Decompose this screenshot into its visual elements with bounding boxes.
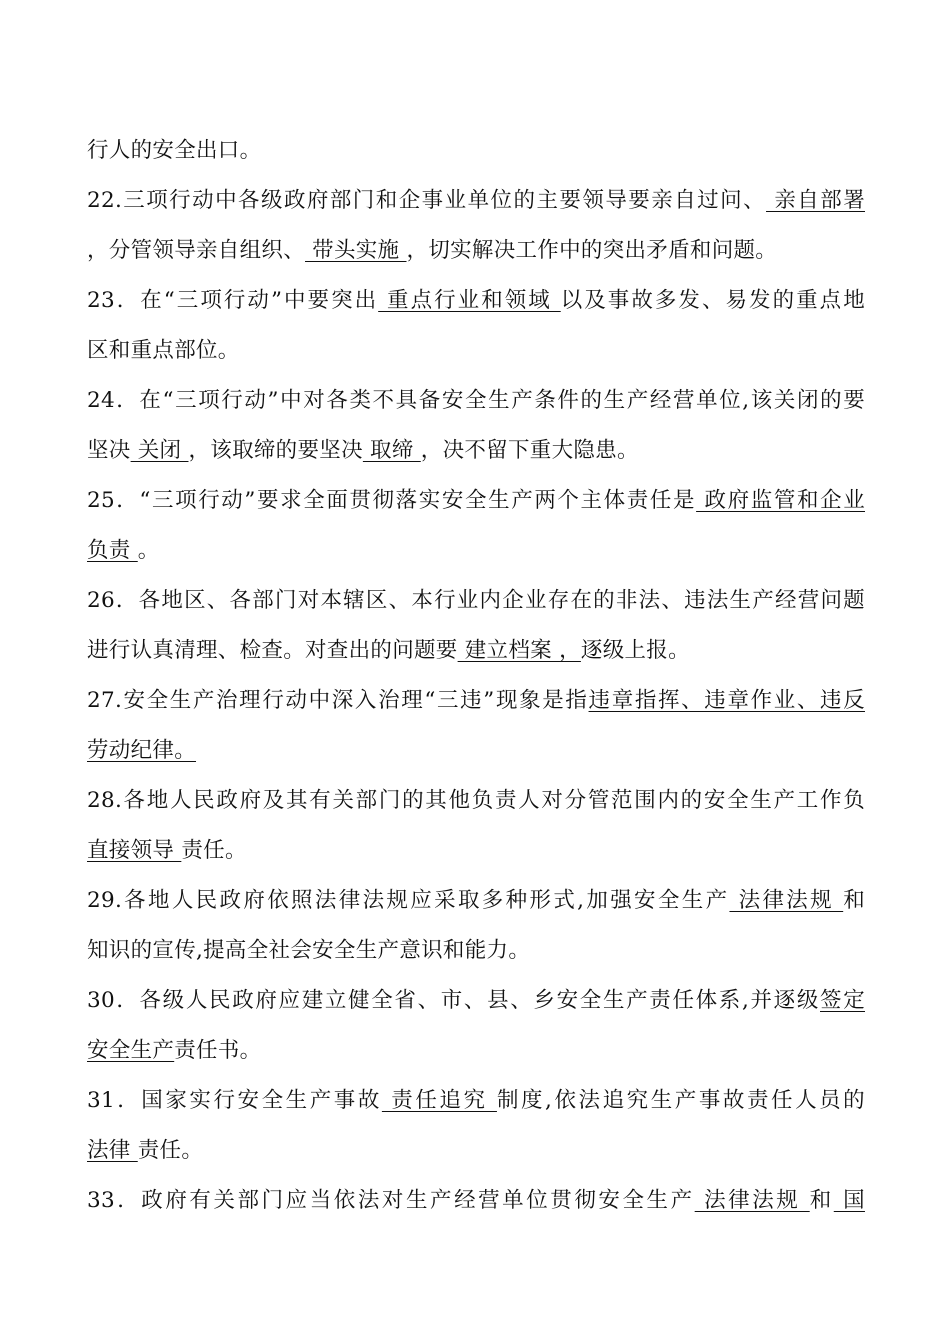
text-line bbox=[87, 886, 865, 916]
text-line bbox=[87, 786, 865, 816]
text-line bbox=[87, 1186, 865, 1216]
answer-blank: 取缔 bbox=[362, 438, 421, 463]
text-segment: 22.三项行动中各级政府部门和企事业单位的主要领导要亲自过问、 bbox=[87, 188, 767, 213]
text-segment: 25．“三项行动”要求全面贯彻落实安全生产两个主体责任是 bbox=[87, 488, 697, 513]
text-segment: 和 bbox=[809, 1188, 834, 1213]
text-line bbox=[87, 336, 865, 366]
text-line bbox=[87, 686, 865, 716]
text-segment: 责任。 bbox=[137, 1138, 204, 1163]
text-segment: 责任。 bbox=[181, 838, 247, 863]
text-line bbox=[87, 286, 865, 316]
answer-blank: 建立档案 ， bbox=[457, 638, 581, 663]
answer-blank: 责任追究 bbox=[381, 1088, 497, 1113]
text-segment: 24．在“三项行动”中对各类不具备安全生产条件的生产经营单位,该关闭的要 bbox=[87, 388, 865, 413]
text-line bbox=[87, 736, 865, 766]
answer-blank: 亲自部署 bbox=[766, 188, 865, 213]
answer-blank: 法律法规 bbox=[694, 1188, 810, 1213]
answer-blank: 劳动纪律。 bbox=[87, 738, 197, 763]
text-line bbox=[87, 236, 865, 266]
text-line bbox=[87, 936, 865, 966]
text-segment: 和 bbox=[843, 888, 865, 913]
answer-blank: 法律 bbox=[87, 1138, 138, 1163]
text-line bbox=[87, 586, 865, 616]
text-line bbox=[87, 986, 865, 1016]
answer-blank: 违章指挥、违章作业、违反 bbox=[588, 688, 865, 713]
text-line bbox=[87, 536, 865, 566]
text-line bbox=[87, 436, 865, 466]
text-line bbox=[87, 486, 865, 516]
text-line bbox=[87, 1036, 865, 1066]
text-segment: ，切实解决工作中的突出矛盾和问题。 bbox=[406, 238, 778, 263]
answer-blank: 负责 bbox=[87, 538, 138, 563]
text-segment: ，该取缔的要坚决 bbox=[188, 438, 363, 463]
text-segment: 知识的宣传,提高全社会安全生产意识和能力。 bbox=[87, 938, 531, 963]
text-segment: 27.安全生产治理行动中深入治理“三违”现象是指 bbox=[87, 688, 589, 713]
answer-blank: 重点行业和领域 bbox=[378, 288, 561, 313]
text-segment: 23．在“三项行动”中要突出 bbox=[87, 288, 379, 313]
answer-blank: 签定 bbox=[820, 988, 865, 1013]
text-segment: 逐级上报。 bbox=[580, 638, 690, 663]
text-segment: 责任书。 bbox=[174, 1038, 262, 1063]
text-segment: 28.各地人民政府及其有关部门的其他负责人对分管范围内的安全生产工作负 bbox=[87, 788, 865, 813]
text-segment: ，决不留下重大隐患。 bbox=[420, 438, 639, 463]
text-line bbox=[87, 186, 865, 216]
text-segment: 进行认真清理、检查。对查出的问题要 bbox=[87, 638, 458, 663]
text-segment: 33．政府有关部门应当依法对生产经营单位贯彻安全生产 bbox=[87, 1188, 695, 1213]
text-segment: 31．国家实行安全生产事故 bbox=[87, 1088, 382, 1113]
answer-blank: 国 bbox=[833, 1188, 865, 1213]
text-line bbox=[87, 386, 865, 416]
text-segment: 坚决 bbox=[87, 438, 131, 463]
answer-blank: 法律法规 bbox=[729, 888, 844, 913]
text-segment: 以及事故多发、易发的重点地 bbox=[560, 288, 866, 313]
text-segment: 区和重点部位。 bbox=[87, 338, 240, 363]
answer-blank: 关闭 bbox=[130, 438, 189, 463]
text-line bbox=[87, 136, 865, 166]
answer-blank: 安全生产 bbox=[87, 1038, 175, 1063]
text-segment: 。 bbox=[137, 538, 160, 563]
answer-blank: 带头实施 bbox=[305, 238, 407, 263]
text-line bbox=[87, 1086, 865, 1116]
text-segment: 30．各级人民政府应建立健全省、市、县、乡安全生产责任体系,并逐级 bbox=[87, 988, 821, 1013]
text-segment: 26．各地区、各部门对本辖区、本行业内企业存在的非法、违法生产经营问题 bbox=[87, 588, 865, 613]
text-line bbox=[87, 636, 865, 666]
text-segment: ，分管领导亲自组织、 bbox=[87, 238, 306, 263]
text-segment: 29.各地人民政府依照法律法规应采取多种形式,加强安全生产 bbox=[87, 888, 730, 913]
text-segment: 制度,依法追究生产事故责任人员的 bbox=[496, 1088, 865, 1113]
answer-blank: 直接领导 bbox=[87, 838, 182, 863]
text-line bbox=[87, 836, 865, 866]
text-line bbox=[87, 1136, 865, 1166]
answer-blank: 政府监管和企业 bbox=[696, 488, 865, 513]
text-segment: 行人的安全出口。 bbox=[87, 138, 262, 163]
